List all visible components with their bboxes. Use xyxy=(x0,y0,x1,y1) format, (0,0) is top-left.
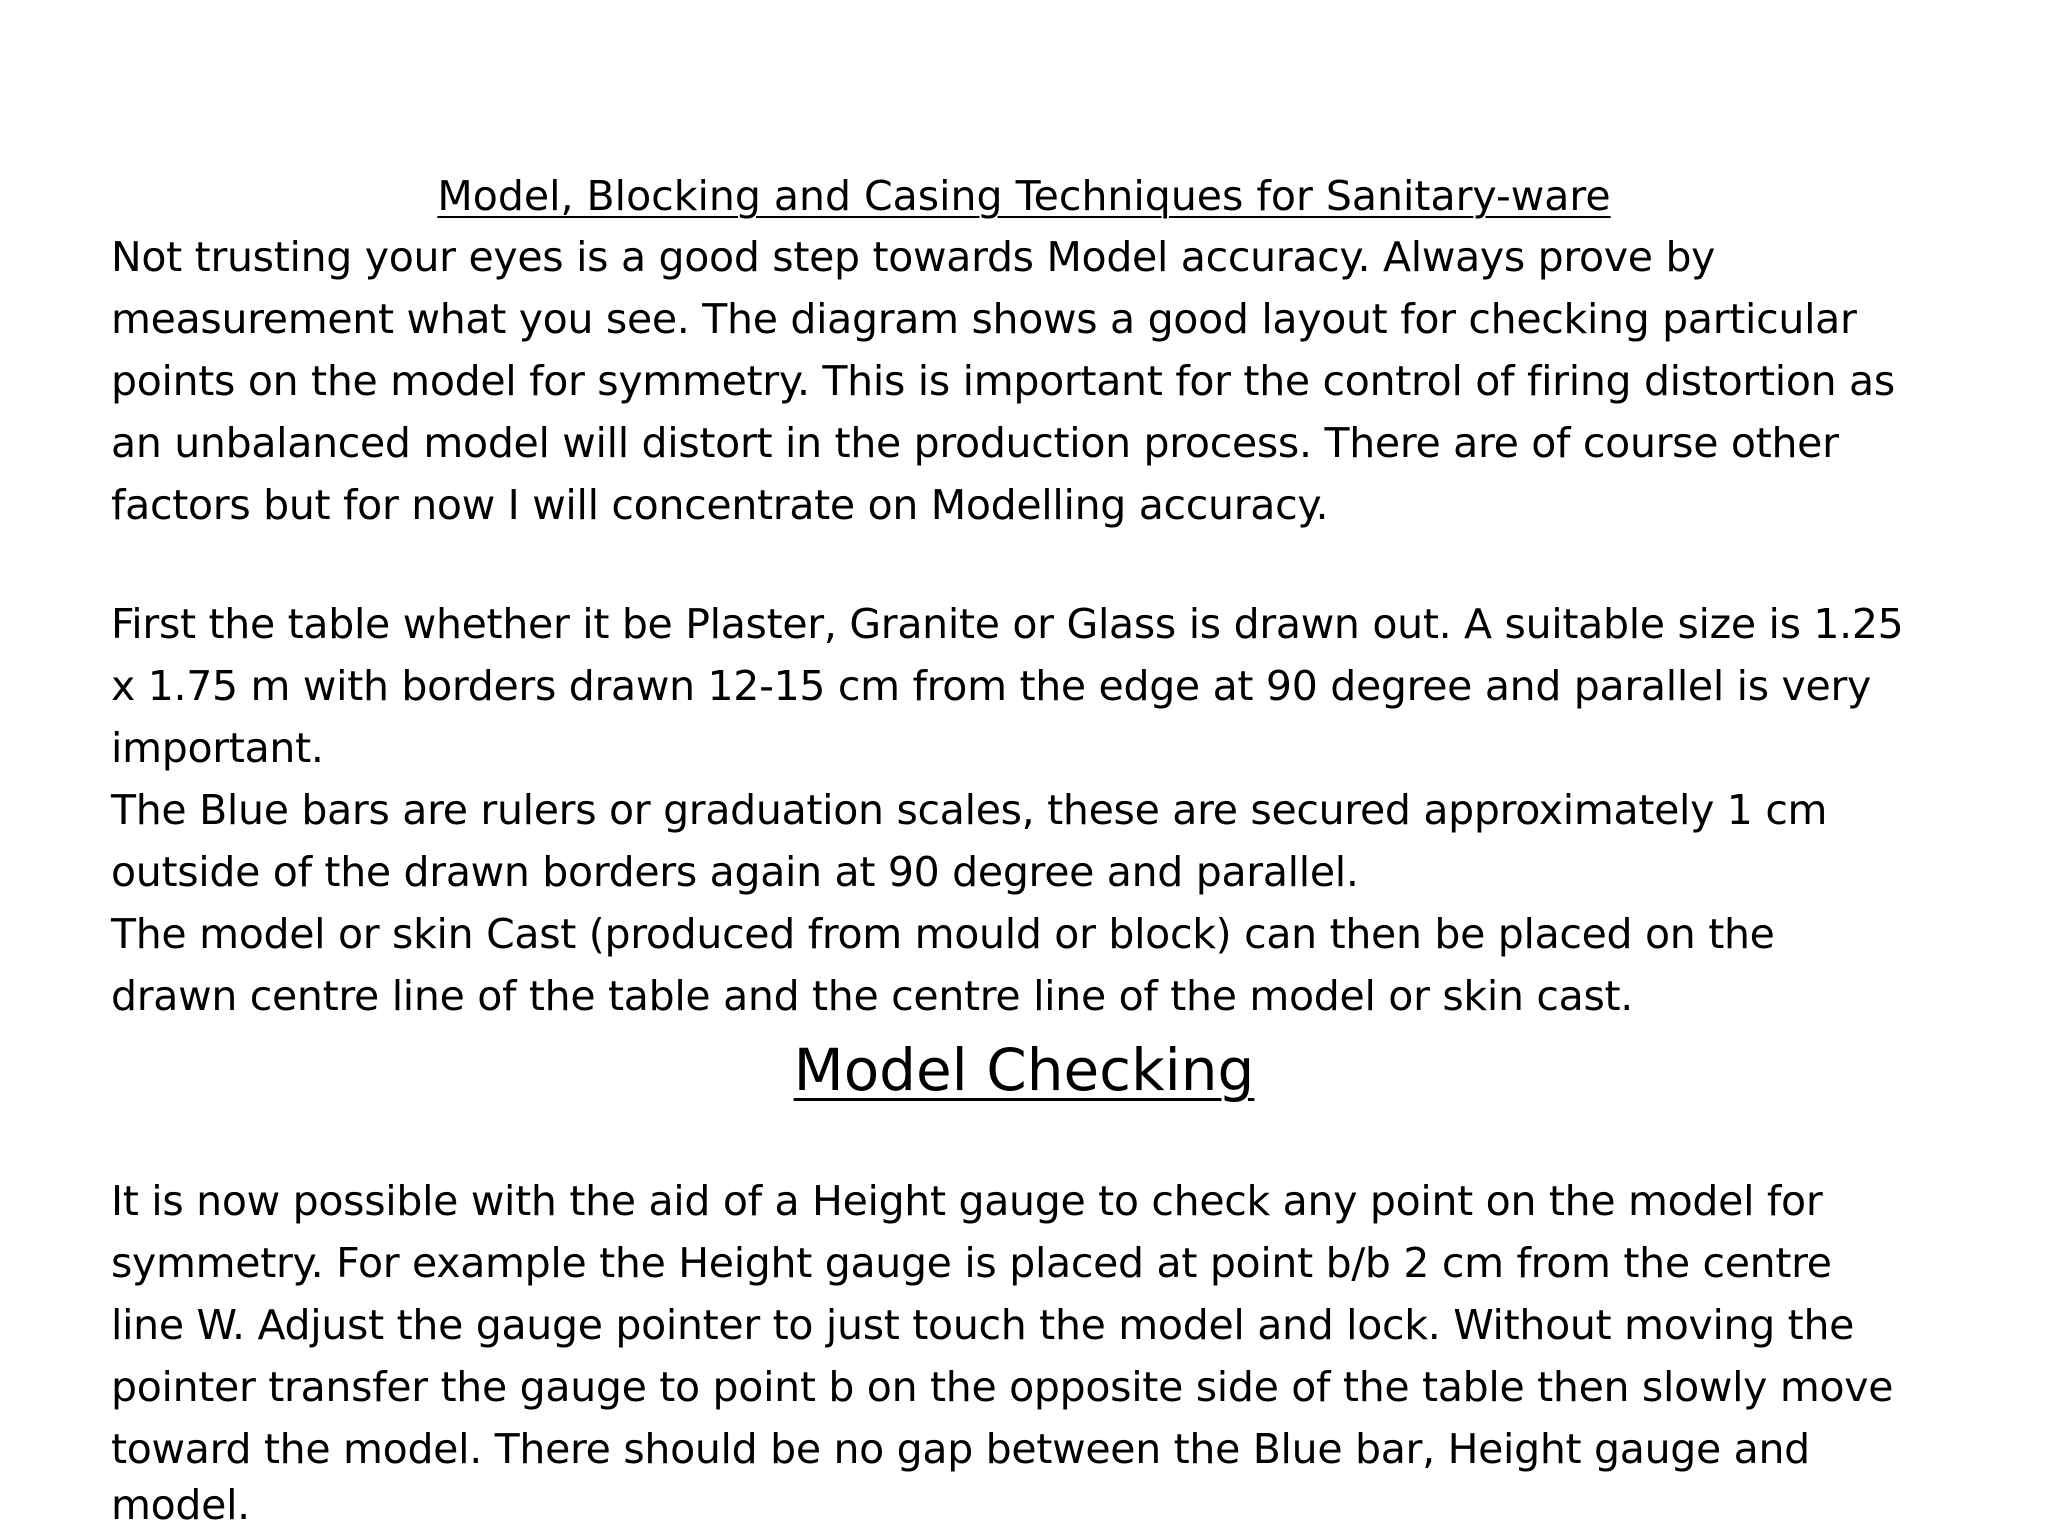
paragraph2-line-6: The model or skin Cast (produced from mould or block) can then be placed on the xyxy=(111,910,1775,958)
paragraph1-line-1: Not trusting your eyes is a good step towards Model accuracy. Always prove by xyxy=(111,233,1716,281)
paragraph1-line-2: measurement what you see. The diagram shows a good layout for checking particular xyxy=(111,295,1857,343)
paragraph3-line-5: toward the model. There should be no gap between the Blue bar, Height gauge and xyxy=(111,1425,1810,1473)
paragraph2-line-4: The Blue bars are rulers or graduation scales, these are secured approximately 1 cm xyxy=(111,786,1828,834)
section-heading: Model Checking xyxy=(793,1036,1255,1104)
paragraph2-line-3: important. xyxy=(111,724,324,772)
paragraph1-line-3: points on the model for symmetry. This is important for the control of firing distortion as xyxy=(111,357,1895,405)
paragraph2-line-5: outside of the drawn borders again at 90 degree and parallel. xyxy=(111,848,1359,896)
paragraph3-line-2: symmetry. For example the Height gauge is placed at point b/b 2 cm from the centre xyxy=(111,1239,1832,1287)
paragraph3-line-6: model. xyxy=(111,1481,250,1529)
paragraph1-line-4: an unbalanced model will distort in the production process. There are of course other xyxy=(111,419,1839,467)
paragraph2-line-1: First the table whether it be Plaster, Granite or Glass is drawn out. A suitable size is 1.25 xyxy=(111,600,1904,648)
paragraph2-line-2: x 1.75 m with borders drawn 12-15 cm from the edge at 90 degree and parallel is very xyxy=(111,662,1871,710)
paragraph3-line-3: line W. Adjust the gauge pointer to just touch the model and lock. Without moving the xyxy=(111,1301,1855,1349)
document-title: Model, Blocking and Casing Techniques for Sanitary-ware xyxy=(437,172,1611,220)
paragraph3-line-4: pointer transfer the gauge to point b on the opposite side of the table then slowly move xyxy=(111,1363,1894,1411)
paragraph2-line-7: drawn centre line of the table and the centre line of the model or skin cast. xyxy=(111,972,1634,1020)
paragraph3-line-1: It is now possible with the aid of a Height gauge to check any point on the model for xyxy=(111,1177,1823,1225)
paragraph1-line-5: factors but for now I will concentrate on Modelling accuracy. xyxy=(111,481,1329,529)
